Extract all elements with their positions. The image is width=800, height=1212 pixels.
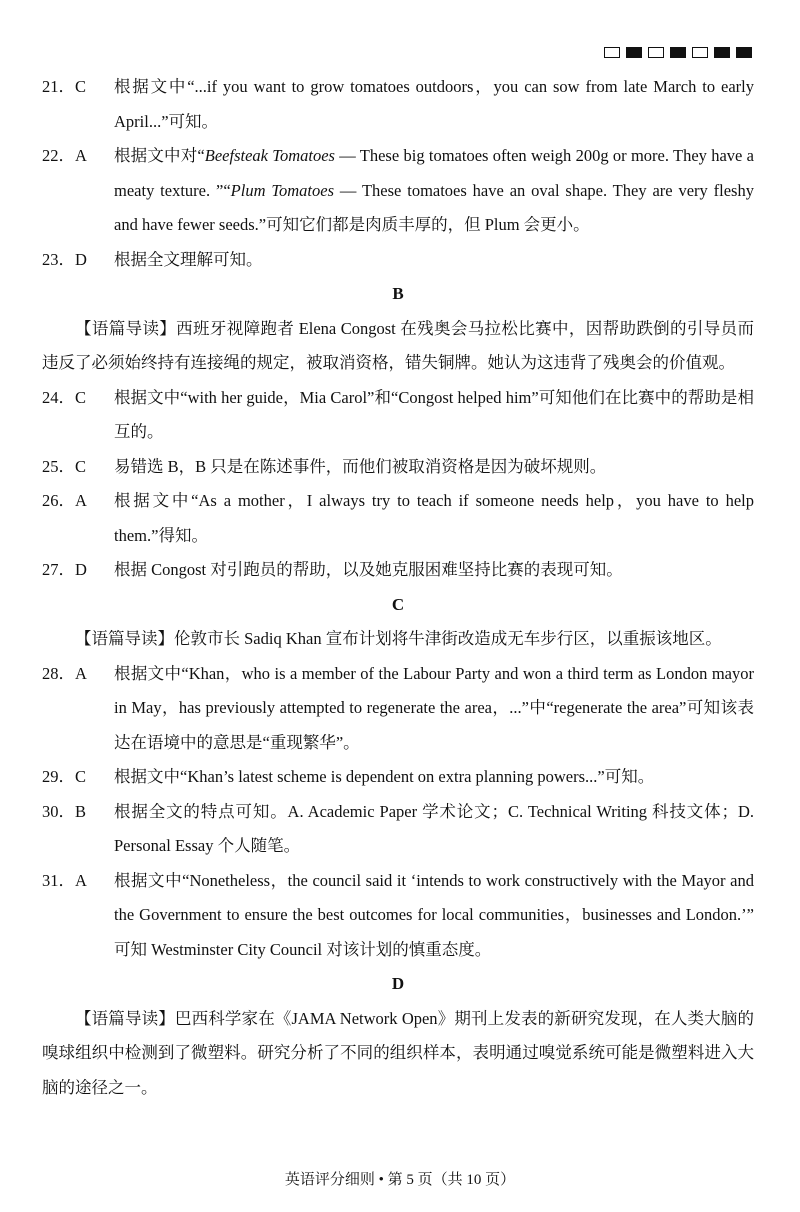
header-square-4 xyxy=(692,47,708,58)
answer-explanation xyxy=(114,760,754,795)
answer-number: 26．A xyxy=(42,491,87,510)
explanation-text: 根据文中“Khan’s latest scheme is dependent on extra planning powers...”可知。 xyxy=(114,767,655,786)
header-square-6 xyxy=(736,47,752,58)
header-square-5 xyxy=(714,47,730,58)
answer-explanation xyxy=(114,484,754,553)
answer-explanation xyxy=(114,795,754,864)
header-square-0 xyxy=(604,47,620,58)
explanation-text: 根据文中“As a mother，I always try to teach if someone needs help，you have to help them.”得知。 xyxy=(114,491,754,545)
section-heading: D xyxy=(391,974,405,993)
answer-item xyxy=(42,450,754,485)
explanation-text: 根据全文理解可知。 xyxy=(114,249,263,269)
italic-term: Beefsteak Tomatoes xyxy=(204,146,335,165)
answer-explanation xyxy=(114,243,754,278)
answer-number: 27．D xyxy=(42,560,87,579)
answer-item xyxy=(42,657,754,761)
explanation-text: 根据全文的特点可知。A. Academic Paper 学术论文；C. Technical Writing 科技文体；D. Personal Essay 个人随笔。 xyxy=(114,801,754,855)
explanation-text: — These tomatoes have an oval shape. They are very fleshy and have fewer seeds.”可知它们都是肉质丰厚的，但 Plum 会更小。 xyxy=(114,180,754,234)
explanation-text: 根据文中“Khan，who is a member of the Labour Party and won a third term as London mayor in May，has previously attempted to regenerate the area，...”中“regenerate the area”可知该表达在语境中的意思是“重现繁华”。 xyxy=(114,663,754,752)
explanation-text: 根据文中“with her guide，Mia Carol”和“Congost helped him”可知他们在比赛中的帮助是相互的。 xyxy=(114,387,754,441)
explanation-text: 根据文中对“ xyxy=(114,146,205,165)
answer-explanation xyxy=(114,139,754,243)
answer-number: 25．C xyxy=(42,456,87,476)
answer-explanation xyxy=(114,553,754,588)
passage-intro: 【语篇导读】西班牙视障跑者 Elena Congost 在残奥会马拉松比赛中，因帮助跌倒的引导员而违反了必须始终持有连接绳的规定，被取消资格，错失铜牌。她认为这违背了残奥会的价值观。 xyxy=(42,318,754,372)
passage-intro: 【语篇导读】巴西科学家在《JAMA Network Open》期刊上发表的新研究发现，在人类大脑的嗅球组织中检测到了微塑料。研究分析了不同的组织样本，表明通过嗅觉系统可能是微塑料进入大脑的途径之一。 xyxy=(42,1008,754,1097)
answer-explanation xyxy=(114,657,754,761)
header-squares xyxy=(604,47,752,58)
answer-item xyxy=(42,484,754,553)
italic-term: Plum Tomatoes xyxy=(230,180,335,200)
header-square-3 xyxy=(670,47,686,58)
answer-explanation xyxy=(114,381,754,450)
answer-item xyxy=(42,760,754,795)
answer-key-content xyxy=(42,70,754,1105)
explanation-text: 易错选 B，B 只是在陈述事件，而他们被取消资格是因为破坏规则。 xyxy=(114,456,607,476)
answer-number: 28．A xyxy=(42,663,87,683)
answer-number: 22．A xyxy=(42,146,87,165)
answer-item xyxy=(42,553,754,588)
header-square-2 xyxy=(648,47,664,58)
answer-number: 30．B xyxy=(42,801,87,821)
answer-item xyxy=(42,139,754,243)
section-heading: B xyxy=(392,284,404,303)
header-square-1 xyxy=(626,47,642,58)
page-footer: 英语评分细则 • 第 5 页（共 10 页） xyxy=(284,1172,516,1188)
answer-item xyxy=(42,243,754,278)
explanation-text: 根据 Congost 对引跑员的帮助，以及她克服困难坚持比赛的表现可知。 xyxy=(114,560,623,579)
section-heading: C xyxy=(391,594,405,614)
answer-number: 31．A xyxy=(42,870,87,890)
answer-item xyxy=(42,795,754,864)
answer-explanation xyxy=(114,450,754,485)
answer-number: 23．D xyxy=(42,249,87,269)
explanation-text: 根据文中“...if you want to grow tomatoes outdoors，you can sow from late March to early April...”可知。 xyxy=(114,77,754,131)
answer-explanation xyxy=(114,864,754,968)
answer-number: 29．C xyxy=(42,767,87,786)
answer-item xyxy=(42,864,754,968)
answer-number: 24．C xyxy=(42,387,87,407)
answer-item xyxy=(42,381,754,450)
passage-intro: 【语篇导读】伦敦市长 Sadiq Khan 宣布计划将牛津街改造成无车步行区，以重振该地区。 xyxy=(75,629,722,648)
explanation-text: — These big tomatoes often weigh 200g or more. They have a meaty texture. ”“ xyxy=(114,146,755,200)
explanation-text: 根据文中“Nonetheless，the council said it ‘intends to work constructively with the Mayor and the Government to ensure the best outcomes for local communities，businesses and London.’” 可知 Westminster City Council 对该计划的慎重态度。 xyxy=(114,870,754,959)
answer-number: 21．C xyxy=(42,77,87,96)
answer-explanation xyxy=(114,70,754,139)
answer-item xyxy=(42,70,754,139)
